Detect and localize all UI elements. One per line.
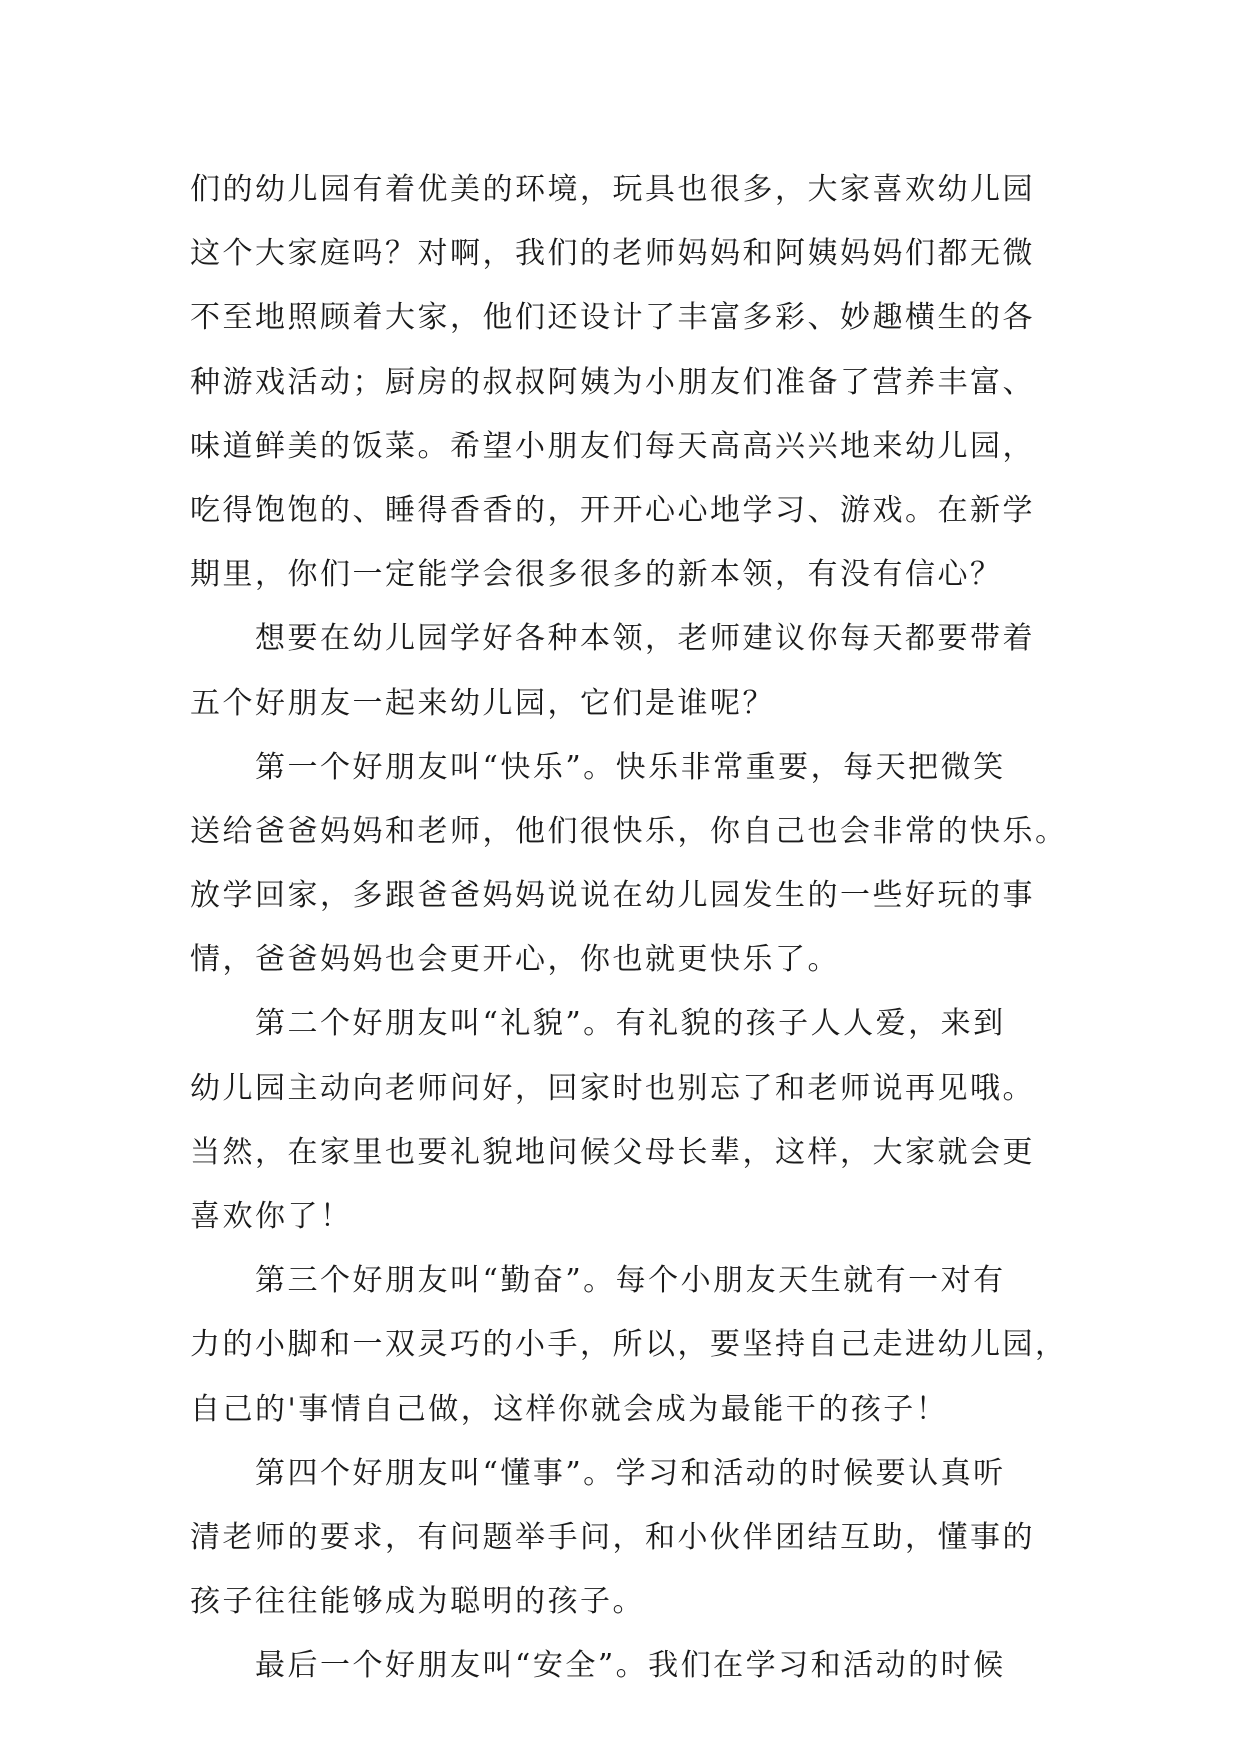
document-body bbox=[190, 158, 1070, 1699]
text-line: 第三个好朋友叫“勤奋”。每个小朋友天生就有一对有 bbox=[255, 1263, 1006, 1299]
text-line: 喜欢你了！ bbox=[190, 1199, 353, 1234]
text-line: 清老师的要求，有问题举手问，和小伙伴团结互助，懂事的 bbox=[190, 1519, 1035, 1555]
text-line: 第一个好朋友叫“快乐”。快乐非常重要，每天把微笑 bbox=[255, 749, 1006, 785]
text-line: 吃得饱饱的、睡得香香的，开开心心地学习、游戏。在新学 bbox=[190, 492, 1035, 528]
text-line: 想要在幼儿园学好各种本领，老师建议你每天都要带着 bbox=[255, 621, 1035, 657]
text-line: 种游戏活动；厨房的叔叔阿姨为小朋友们准备了营养丰富、 bbox=[190, 364, 1035, 400]
text-line: 孩子往往能够成为聪明的孩子。 bbox=[190, 1584, 645, 1620]
text-line: 力的小脚和一双灵巧的小手，所以，要坚持自己走进幼儿园， bbox=[190, 1327, 1068, 1363]
text-line: 当然，在家里也要礼貌地问候父母长辈，这样，大家就会更 bbox=[190, 1134, 1035, 1170]
text-line: 送给爸爸妈妈和老师，他们很快乐，你自己也会非常的快乐。 bbox=[190, 813, 1068, 849]
text-line: 味道鲜美的饭菜。希望小朋友们每天高高兴兴地来幼儿园， bbox=[190, 428, 1035, 464]
text-line: 第二个好朋友叫“礼貌”。有礼貌的孩子人人爱，来到 bbox=[255, 1006, 1006, 1042]
text-line: 不至地照顾着大家，他们还设计了丰富多彩、妙趣横生的各 bbox=[190, 300, 1035, 336]
text-line: 五个好朋友一起来幼儿园，它们是谁呢？ bbox=[190, 685, 775, 721]
text-line: 这个大家庭吗？对啊，我们的老师妈妈和阿姨妈妈们都无微 bbox=[190, 236, 1035, 272]
text-line: 放学回家，多跟爸爸妈妈说说在幼儿园发生的一些好玩的事 bbox=[190, 878, 1035, 914]
text-line: 最后一个好朋友叫“安全”。我们在学习和活动的时候 bbox=[255, 1648, 1006, 1684]
text-line: 幼儿园主动向老师问好，回家时也别忘了和老师说再见哦。 bbox=[190, 1070, 1035, 1106]
text-line: 自己的'事情自己做，这样你就会成为最能干的孩子！ bbox=[190, 1391, 949, 1427]
text-line: 们的幼儿园有着优美的环境，玩具也很多，大家喜欢幼儿园 bbox=[190, 172, 1035, 207]
text-line: 期里，你们一定能学会很多很多的新本领，有没有信心？ bbox=[190, 557, 1003, 593]
text-line: 情，爸爸妈妈也会更开心，你也就更快乐了。 bbox=[190, 942, 840, 978]
text-line: 第四个好朋友叫“懂事”。学习和活动的时候要认真听 bbox=[255, 1455, 1006, 1491]
